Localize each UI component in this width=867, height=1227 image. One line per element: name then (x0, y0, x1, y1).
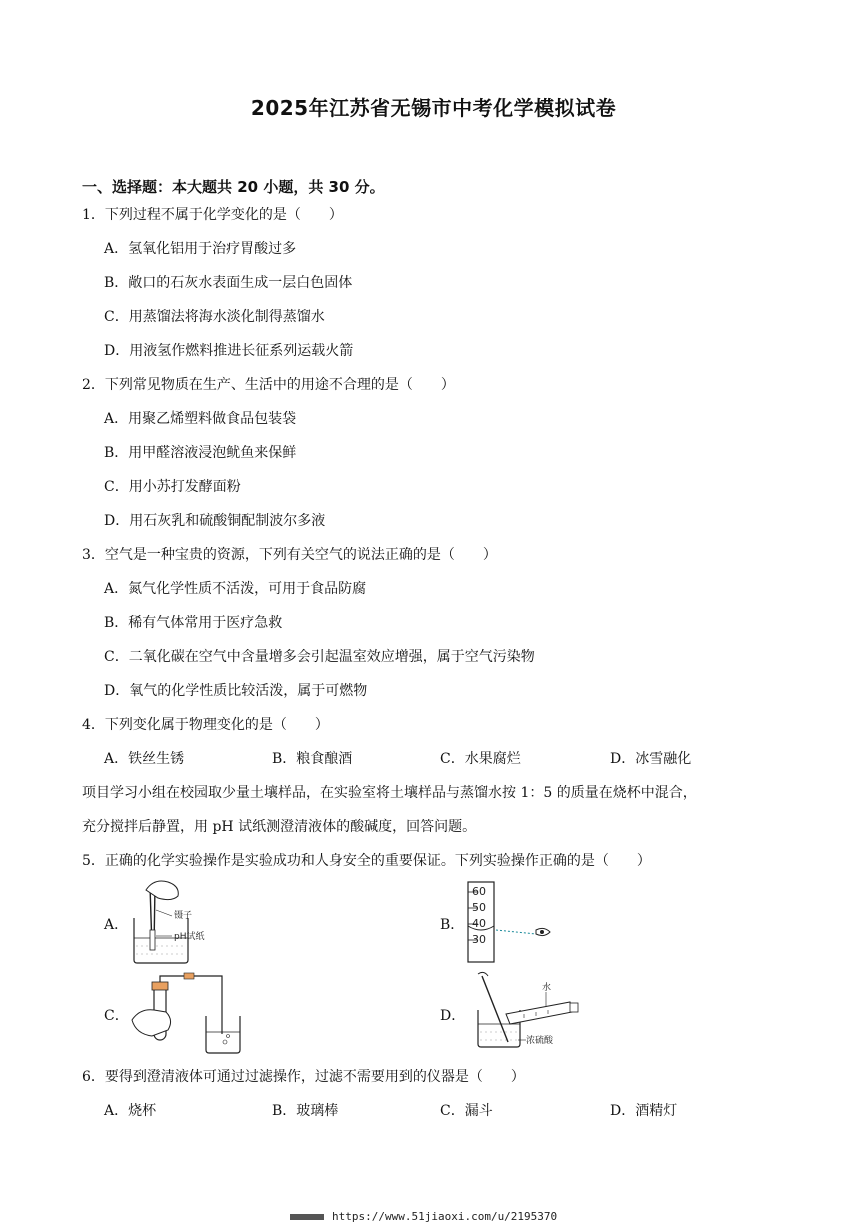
cylinder-tick-40: 40 (472, 917, 486, 930)
question-5-label-c: C． (104, 1008, 129, 1024)
question-6-option-b: B．玻璃棒 (272, 1103, 339, 1119)
question-4-option-a: A．铁丝生锈 (104, 751, 185, 767)
concentrated-sulfuric-acid-label: 浓硫酸 (526, 1036, 554, 1046)
footer-url: https://www.51jiaoxi.com/u/2195370 (332, 1210, 558, 1223)
question-2-stem: 2．下列常见物质在生产、生活中的用途不合理的是（ ） (82, 377, 455, 393)
question-3-option-b: B．稀有气体常用于医疗急救 (104, 615, 283, 631)
page-title: 2025年江苏省无锡市中考化学模拟试卷 (250, 96, 617, 120)
question-1-option-a: A．氢氧化铝用于治疗胃酸过多 (104, 241, 297, 257)
cylinder-tick-60: 60 (472, 885, 486, 898)
question-4-option-d: D．冰雪融化 (610, 751, 692, 767)
watermark-mark-icon (290, 1214, 324, 1220)
cylinder-tick-50: 50 (472, 901, 486, 914)
tweezers-label: 镊子 (174, 911, 193, 921)
question-4-option-b: B．粮食酿酒 (272, 751, 353, 767)
question-5-label-a: A． (104, 917, 129, 933)
footer-watermark (290, 1210, 557, 1223)
question-6-option-a: A．烧杯 (104, 1103, 157, 1119)
question-1-option-d: D．用液氢作燃料推进长征系列运载火箭 (104, 343, 354, 359)
ph-paper-label: pH试纸 (174, 932, 205, 942)
question-6-option-d: D．酒精灯 (610, 1103, 678, 1119)
question-4-option-c: C．水果腐烂 (440, 751, 521, 767)
question-3-option-c: C．二氧化碳在空气中含量增多会引起温室效应增强，属于空气污染物 (104, 649, 535, 665)
question-6-option-c: C．漏斗 (440, 1103, 493, 1119)
question-5-stem: 5．正确的化学实验操作是实验成功和人身安全的重要保证。下列实验操作正确的是（ ） (82, 853, 651, 869)
question-4-stem: 4．下列变化属于物理变化的是（ ） (82, 717, 329, 733)
section-heading: 一、选择题：本大题共 20 小题，共 30 分。 (82, 178, 385, 196)
question-1-stem: 1．下列过程不属于化学变化的是（ ） (82, 207, 343, 223)
passage-line-1: 项目学习小组在校园取少量土壤样品，在实验室将土壤样品与蒸馏水按 1：5 的质量在烧杯中混合， (82, 785, 697, 801)
question-3-option-a: A．氮气化学性质不活泼，可用于食品防腐 (104, 581, 367, 597)
cylinder-tick-30: 30 (472, 933, 486, 946)
question-1-option-c: C．用蒸馏法将海水淡化制得蒸馏水 (104, 309, 325, 325)
question-5-label-b: B． (440, 917, 465, 933)
question-2-option-b: B．用甲醛溶液浸泡鱿鱼来保鲜 (104, 445, 297, 461)
water-label: 水 (542, 983, 552, 993)
passage-line-2: 充分搅拌后静置，用 pH 试纸测澄清液体的酸碱度，回答问题。 (82, 819, 477, 835)
airtightness-check-figure (128, 970, 248, 1056)
question-2-option-d: D．用石灰乳和硫酸铜配制波尔多液 (104, 513, 326, 529)
question-5-label-d: D． (440, 1008, 466, 1024)
question-6-stem: 6．要得到澄清液体可通过过滤操作，过滤不需要用到的仪器是（ ） (82, 1069, 525, 1085)
dilute-sulfuric-acid-figure (464, 970, 584, 1056)
question-2-option-a: A．用聚乙烯塑料做食品包装袋 (104, 411, 297, 427)
question-2-option-c: C．用小苏打发酵面粉 (104, 479, 241, 495)
graduated-cylinder-reading-figure (464, 880, 564, 966)
question-3-stem: 3．空气是一种宝贵的资源，下列有关空气的说法正确的是（ ） (82, 547, 497, 563)
question-3-option-d: D．氧气的化学性质比较活泼，属于可燃物 (104, 683, 368, 699)
ph-test-beaker-figure (128, 878, 218, 966)
question-1-option-b: B．敞口的石灰水表面生成一层白色固体 (104, 275, 353, 291)
